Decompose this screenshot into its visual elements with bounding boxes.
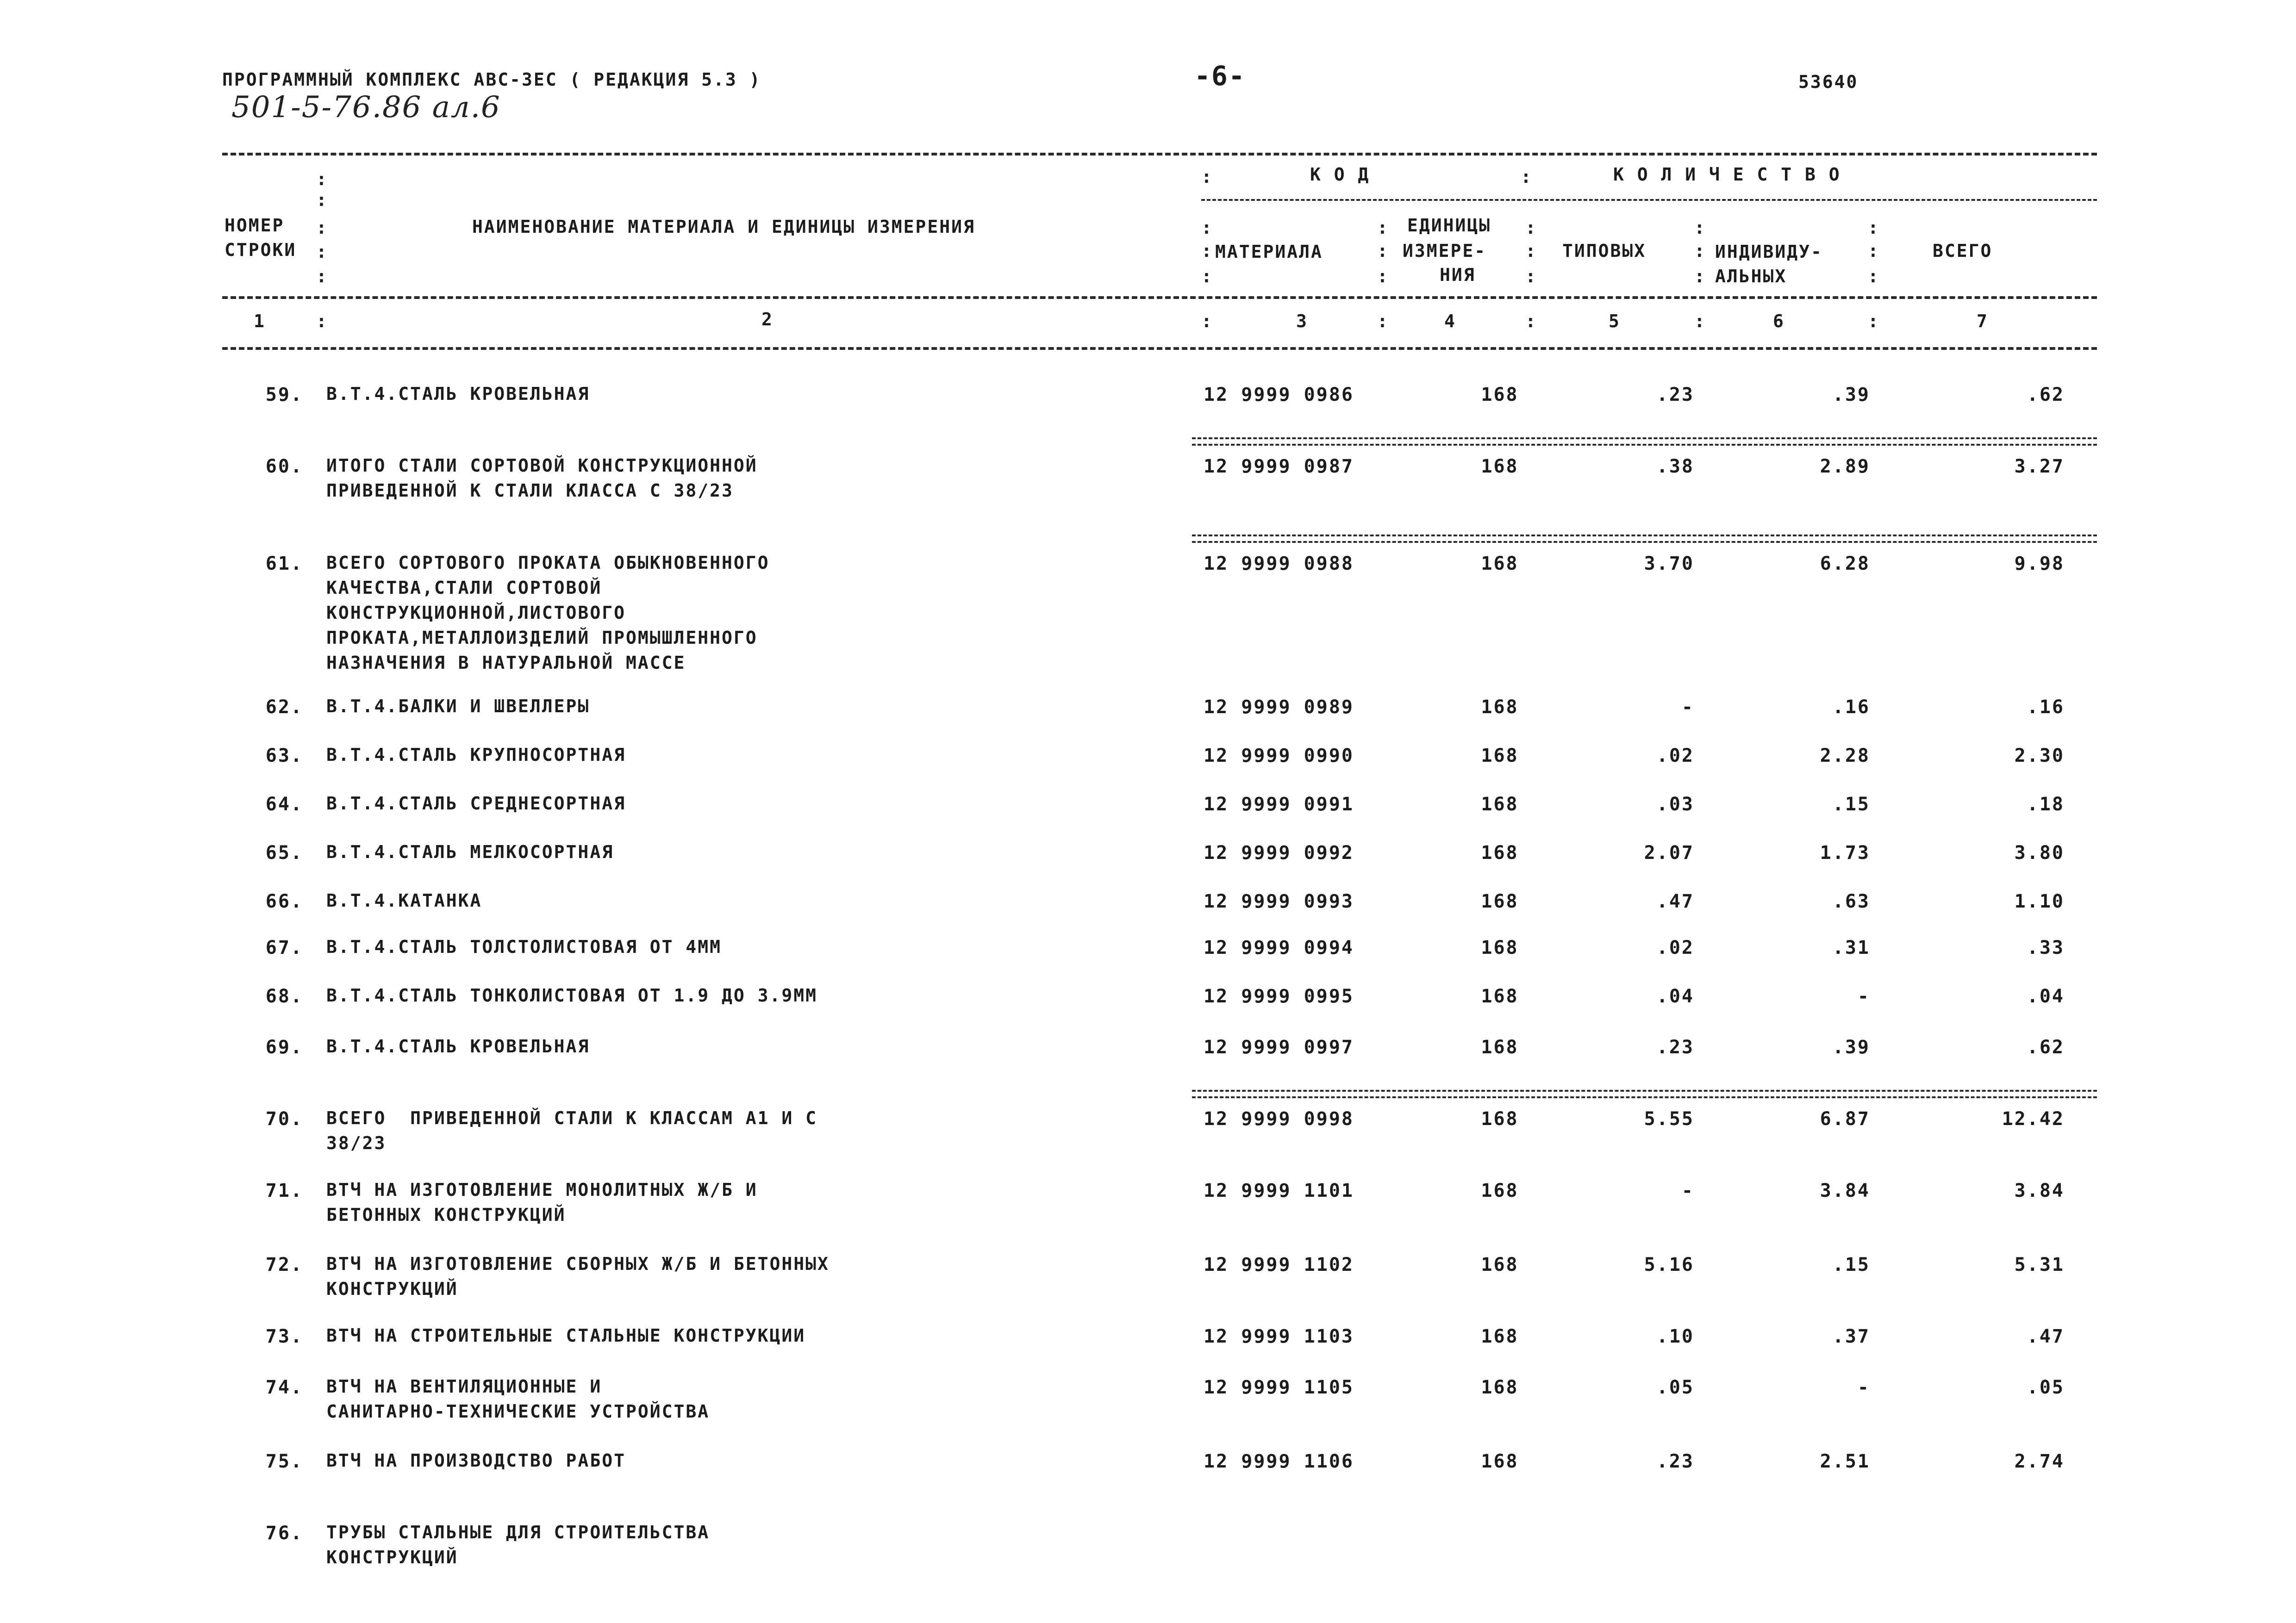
- header-bottom-rule: [222, 347, 2097, 350]
- row-number: 74.: [265, 1377, 303, 1398]
- material-name: ТРУБЫ СТАЛЬНЫЕ ДЛЯ СТРОИТЕЛЬСТВА КОНСТРУКЦИЙ: [326, 1522, 710, 1567]
- quantity-total: 3.84: [2014, 1180, 2065, 1201]
- unit-code: 168: [1481, 1180, 1519, 1201]
- row-number: 61.: [265, 553, 303, 574]
- material-code: 12 9999 1105: [1204, 1377, 1354, 1398]
- row-number: 65.: [265, 842, 303, 864]
- quantity-individual: 3.84: [1820, 1180, 1870, 1201]
- quantity-individual: .16: [1832, 696, 1870, 718]
- unit-code: 168: [1481, 456, 1519, 477]
- row-number: 72.: [265, 1254, 303, 1275]
- quantity-total: 3.80: [2014, 842, 2065, 864]
- unit-code: 168: [1481, 937, 1519, 958]
- material-code: 12 9999 0988: [1204, 553, 1354, 574]
- col-number-4: 4: [1444, 311, 1456, 331]
- unit-code: 168: [1481, 986, 1519, 1007]
- page-number: -6-: [1194, 60, 1246, 92]
- quantity-individual: .15: [1832, 794, 1870, 815]
- material-name: В.Т.4.КАТАНКА: [326, 890, 482, 911]
- material-code: 12 9999 1101: [1204, 1180, 1354, 1201]
- col-number-5: 5: [1609, 311, 1621, 331]
- quantity-typical: .47: [1656, 891, 1694, 912]
- double-rule-separator: [1192, 535, 2097, 543]
- col-number-3: 3: [1296, 311, 1308, 331]
- material-name: В.Т.4.СТАЛЬ ТОНКОЛИСТОВАЯ ОТ 1.9 ДО 3.9ММ: [326, 985, 817, 1006]
- material-name: В.Т.4.СТАЛЬ КРОВЕЛЬНАЯ: [326, 1036, 590, 1057]
- quantity-individual: -: [1857, 1377, 1870, 1398]
- unit-code: 168: [1481, 891, 1519, 912]
- col-number-1: 1: [254, 311, 266, 331]
- unit-code: 168: [1481, 1254, 1519, 1275]
- quantity-typical: -: [1681, 1180, 1694, 1201]
- unit-code: 168: [1481, 1326, 1519, 1347]
- material-code: 12 9999 0997: [1204, 1037, 1354, 1058]
- quantity-typical: 5.16: [1644, 1254, 1694, 1275]
- quantity-total: .04: [2027, 986, 2065, 1007]
- header-quantity-total: ВСЕГО: [1933, 241, 1993, 261]
- header-code-material: МАТЕРИАЛА: [1215, 242, 1323, 262]
- quantity-total: 3.27: [2014, 456, 2065, 477]
- material-code: 12 9999 0990: [1204, 745, 1354, 766]
- quantity-individual: 2.89: [1820, 456, 1870, 477]
- quantity-total: 1.10: [2014, 891, 2065, 912]
- double-rule-separator: [1192, 437, 2097, 446]
- header-row-number-2: СТРОКИ: [225, 240, 297, 260]
- quantity-individual: 6.28: [1820, 553, 1870, 574]
- material-code: 12 9999 0989: [1204, 696, 1354, 718]
- header-code-unit-1: ЕДИНИЦЫ: [1407, 215, 1491, 236]
- material-code: 12 9999 1102: [1204, 1254, 1354, 1275]
- quantity-typical: .23: [1656, 1451, 1694, 1472]
- header-mid-rule: [222, 296, 2097, 299]
- quantity-total: .05: [2027, 1377, 2065, 1398]
- unit-code: 168: [1481, 384, 1519, 405]
- quantity-typical: -: [1681, 696, 1694, 718]
- unit-code: 168: [1481, 553, 1519, 574]
- header-quantity-typical: ТИПОВЫХ: [1562, 241, 1647, 261]
- row-number: 66.: [265, 891, 303, 912]
- material-name: ВТЧ НА ИЗГОТОВЛЕНИЕ МОНОЛИТНЫХ Ж/Б И БЕТОННЫХ КОНСТРУКЦИЙ: [326, 1180, 758, 1225]
- quantity-typical: .02: [1656, 745, 1694, 766]
- material-name: ВТЧ НА СТРОИТЕЛЬНЫЕ СТАЛЬНЫЕ КОНСТРУКЦИИ: [326, 1325, 806, 1346]
- quantity-total: 5.31: [2014, 1254, 2065, 1275]
- material-name: В.Т.4.СТАЛЬ СРЕДНЕСОРТНАЯ: [326, 793, 626, 814]
- quantity-typical: 5.55: [1644, 1108, 1694, 1130]
- material-name: В.Т.4.СТАЛЬ МЕЛКОСОРТНАЯ: [326, 842, 614, 862]
- material-name: ВТЧ НА ВЕНТИЛЯЦИОННЫЕ И САНИТАРНО-ТЕХНИЧЕСКИЕ УСТРОЙСТВА: [326, 1376, 710, 1422]
- quantity-typical: .23: [1656, 1037, 1694, 1058]
- quantity-individual: 1.73: [1820, 842, 1870, 864]
- material-code: 12 9999 0987: [1204, 456, 1354, 477]
- quantity-individual: .63: [1832, 891, 1870, 912]
- header-code-unit-2: ИЗМЕРЕ-: [1403, 241, 1487, 261]
- row-number: 75.: [265, 1451, 303, 1472]
- quantity-typical: .05: [1656, 1377, 1694, 1398]
- material-name: В.Т.4.СТАЛЬ КРОВЕЛЬНАЯ: [326, 384, 590, 404]
- quantity-individual: .31: [1832, 937, 1870, 958]
- material-name: ВСЕГО ПРИВЕДЕННОЙ СТАЛИ К КЛАССАМ А1 И С 38/23: [326, 1108, 817, 1153]
- material-code: 12 9999 0991: [1204, 794, 1354, 815]
- material-code: 12 9999 0993: [1204, 891, 1354, 912]
- quantity-total: 2.74: [2014, 1451, 2065, 1472]
- quantity-individual: .37: [1832, 1326, 1870, 1347]
- header-code-unit-3: НИЯ: [1440, 265, 1476, 285]
- header-quantity-individual-1: ИНДИВИДУ-: [1715, 242, 1823, 262]
- quantity-total: 9.98: [2014, 553, 2065, 574]
- header-row-number: НОМЕР: [225, 215, 285, 236]
- quantity-typical: .04: [1656, 986, 1694, 1007]
- unit-code: 168: [1481, 794, 1519, 815]
- material-code: 12 9999 0998: [1204, 1108, 1354, 1130]
- unit-code: 168: [1481, 1108, 1519, 1130]
- material-name: В.Т.4.СТАЛЬ КРУПНОСОРТНАЯ: [326, 745, 626, 765]
- row-number: 70.: [265, 1108, 303, 1130]
- quantity-total: .62: [2027, 384, 2065, 405]
- unit-code: 168: [1481, 1451, 1519, 1472]
- row-number: 69.: [265, 1037, 303, 1058]
- quantity-individual: 6.87: [1820, 1108, 1870, 1130]
- header-top-rule: [222, 153, 2097, 155]
- material-name: В.Т.4.СТАЛЬ ТОЛСТОЛИСТОВАЯ ОТ 4ММ: [326, 937, 722, 957]
- unit-code: 168: [1481, 696, 1519, 718]
- row-number: 63.: [265, 745, 303, 766]
- header-group-rule: [1201, 199, 2097, 201]
- material-name: ВТЧ НА ПРОИЗВОДСТВО РАБОТ: [326, 1450, 626, 1471]
- header-quantity-group: К О Л И Ч Е С Т В О: [1613, 164, 1841, 185]
- quantity-typical: 3.70: [1644, 553, 1694, 574]
- quantity-total: .16: [2027, 696, 2065, 718]
- quantity-total: 12.42: [2002, 1108, 2065, 1130]
- material-name: ИТОГО СТАЛИ СОРТОВОЙ КОНСТРУКЦИОННОЙ ПРИВЕДЕННОЙ К СТАЛИ КЛАССА С 38/23: [326, 455, 758, 501]
- unit-code: 168: [1481, 1377, 1519, 1398]
- quantity-typical: .03: [1656, 794, 1694, 815]
- material-code: 12 9999 0994: [1204, 937, 1354, 958]
- material-code: 12 9999 0992: [1204, 842, 1354, 864]
- quantity-typical: .38: [1656, 456, 1694, 477]
- material-name: В.Т.4.БАЛКИ И ШВЕЛЛЕРЫ: [326, 696, 590, 716]
- col-number-6: 6: [1773, 311, 1785, 331]
- double-rule-separator: [1192, 1090, 2097, 1098]
- unit-code: 168: [1481, 1037, 1519, 1058]
- document-number: 53640: [1798, 72, 1859, 92]
- quantity-individual: .39: [1832, 1037, 1870, 1058]
- quantity-typical: .23: [1656, 384, 1694, 405]
- col-number-7: 7: [1977, 311, 1989, 331]
- unit-code: 168: [1481, 842, 1519, 864]
- quantity-total: .18: [2027, 794, 2065, 815]
- row-number: 67.: [265, 937, 303, 958]
- material-code: 12 9999 1106: [1204, 1451, 1354, 1472]
- program-title: ПРОГРАММНЫЙ КОМПЛЕКС АВС-ЗЕС ( РЕДАКЦИЯ 5.3 ): [222, 69, 761, 90]
- document-reference-handwritten: 501-5-76.86 ал.6: [231, 90, 501, 124]
- quantity-total: .47: [2027, 1326, 2065, 1347]
- material-name: ВТЧ НА ИЗГОТОВЛЕНИЕ СБОРНЫХ Ж/Б И БЕТОННЫХ КОНСТРУКЦИЙ: [326, 1254, 830, 1299]
- row-number: 60.: [265, 456, 303, 477]
- row-number: 76.: [265, 1523, 303, 1544]
- header-quantity-individual-2: АЛЬНЫХ: [1715, 266, 1787, 286]
- quantity-individual: 2.28: [1820, 745, 1870, 766]
- quantity-individual: 2.51: [1820, 1451, 1870, 1472]
- header-material-name: НАИМЕНОВАНИЕ МАТЕРИАЛА И ЕДИНИЦЫ ИЗМЕРЕНИЯ: [472, 217, 975, 237]
- unit-code: 168: [1481, 745, 1519, 766]
- header-code-group: К О Д: [1310, 164, 1370, 185]
- material-code: 12 9999 0995: [1204, 986, 1354, 1007]
- quantity-typical: 2.07: [1644, 842, 1694, 864]
- quantity-total: 2.30: [2014, 745, 2065, 766]
- row-number: 59.: [265, 384, 303, 405]
- row-number: 62.: [265, 696, 303, 718]
- row-number: 64.: [265, 794, 303, 815]
- material-name: ВСЕГО СОРТОВОГО ПРОКАТА ОБЫКНОВЕННОГО КАЧЕСТВА,СТАЛИ СОРТОВОЙ КОНСТРУКЦИОННОЙ,ЛИСТОВОГО ПРОКАТА,МЕТАЛЛОИЗДЕЛИЙ ПРОМЫШЛЕННОГО НАЗНАЧЕНИЯ В НАТУРАЛЬНОЙ МАССЕ: [326, 553, 770, 673]
- quantity-total: .62: [2027, 1037, 2065, 1058]
- quantity-individual: .39: [1832, 384, 1870, 405]
- quantity-typical: .02: [1656, 937, 1694, 958]
- row-number: 68.: [265, 986, 303, 1007]
- row-number: 71.: [265, 1180, 303, 1201]
- material-code: 12 9999 0986: [1204, 384, 1354, 405]
- quantity-typical: .10: [1656, 1326, 1694, 1347]
- material-code: 12 9999 1103: [1204, 1326, 1354, 1347]
- col-number-2: 2: [761, 309, 774, 330]
- quantity-individual: -: [1857, 986, 1870, 1007]
- quantity-individual: .15: [1832, 1254, 1870, 1275]
- row-number: 73.: [265, 1326, 303, 1347]
- quantity-total: .33: [2027, 937, 2065, 958]
